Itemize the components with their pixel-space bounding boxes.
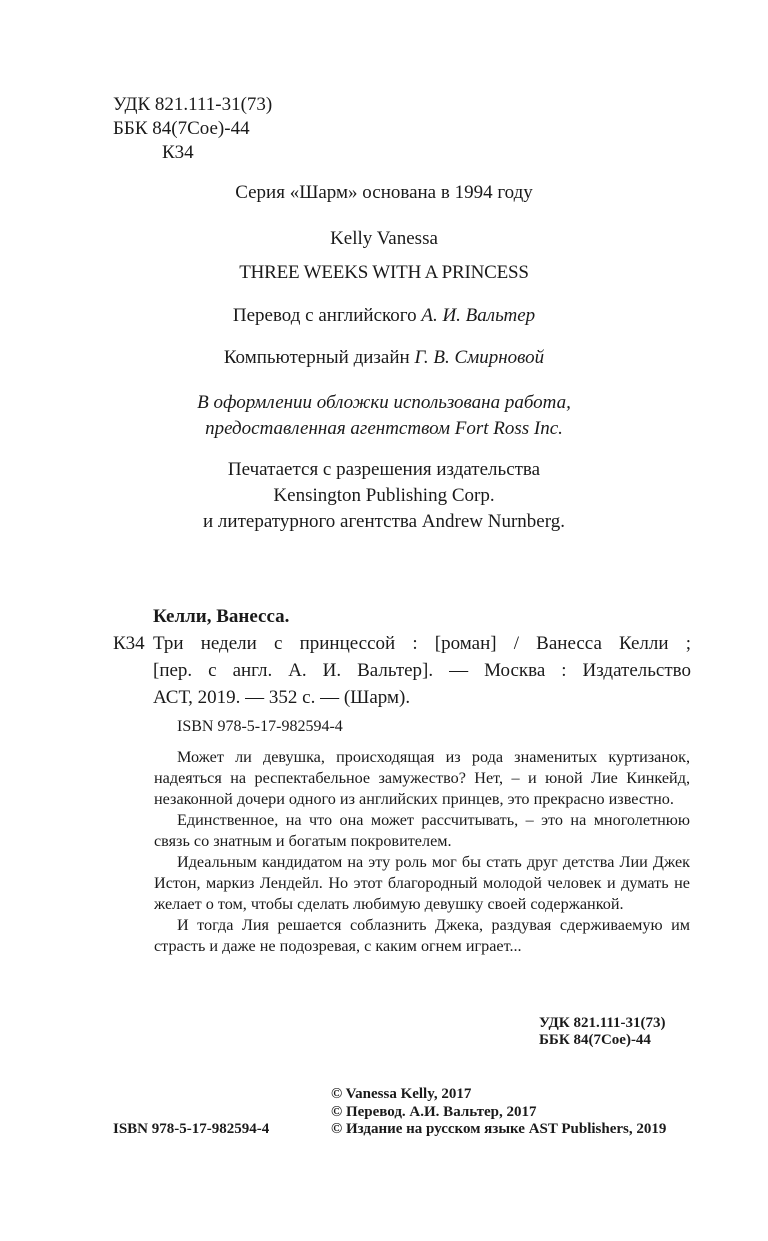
annotation-paragraph: Единственное, на что она может рассчитывать, – это на многолетнюю связь со знатным и богатым покровителем. <box>154 811 690 850</box>
design-credit <box>0 347 768 369</box>
annotation-paragraph: И тогда Лия решается соблазнить Джека, раздувая сдерживаемую им страсть и даже не подозревая, с каким огнем играет... <box>154 916 690 955</box>
cover-credit-line: В оформлении обложки использована работа, <box>197 392 571 413</box>
translation-credit <box>0 305 768 327</box>
permission-line: Kensington Publishing Corp. <box>273 485 495 506</box>
series-note: Серия «Шарм» основана в 1994 году <box>235 182 533 203</box>
cover-credit <box>0 390 768 442</box>
permission-line: и литературного агентства Andrew Nurnberg. <box>203 511 565 532</box>
record-line: Три недели с принцессой : [роман] / Ванесса Келли ; <box>153 633 691 654</box>
isbn-record: ISBN 978-5-17-982594-4 <box>177 718 343 735</box>
cover-credit-line: предоставленная агентством Fort Ross Inc. <box>205 418 563 439</box>
author-mark: К34 <box>162 142 194 163</box>
copyright-line: © Vanessa Kelly, 2017 <box>331 1086 472 1102</box>
original-title: THREE WEEKS WITH A PRINCESS <box>239 262 529 283</box>
copyright-line: © Издание на русском языке AST Publishers, 2019 <box>331 1121 667 1137</box>
annotation-paragraph: Идеальным кандидатом на эту роль мог бы стать друг детства Лии Джек Истон, маркиз Лендейл. Но этот благородный молодой человек и думать не желает о том, чтобы сделать любимую девушку своей содержанкой. <box>154 853 690 913</box>
copyright-block <box>331 1086 666 1139</box>
original-author: Kelly Vanessa <box>330 228 438 249</box>
translator-name: А. И. Вальтер <box>421 305 536 326</box>
permission-line: Печатается с разрешения издательства <box>227 459 541 480</box>
record-line: АСТ, 2019. — 352 с. — (Шарм). <box>153 687 411 708</box>
udk-code: УДК 821.111-31(73) <box>113 94 273 115</box>
annotation <box>154 747 690 957</box>
bbk-code: ББК 84(7Сое)-44 <box>539 1032 651 1048</box>
annotation-paragraph: Может ли девушка, происходящая из рода знаменитых куртизанок, надеяться на респектабельное замужество? Нет, – и юной Лие Кинкейд, незаконной дочери одного из английских принцев, это прекрасно известно. <box>154 748 690 808</box>
design-label: Компьютерный дизайн <box>223 347 415 368</box>
classification-codes-top <box>113 93 272 165</box>
bbk-code: ББК 84(7Сое)-44 <box>113 118 250 139</box>
bibliographic-record <box>113 603 691 711</box>
record-author-mark: К34 <box>113 633 145 654</box>
udk-code: УДК 821.111-31(73) <box>539 1015 666 1031</box>
classification-codes-bottom <box>539 1015 666 1049</box>
translation-label: Перевод с английского <box>232 305 422 326</box>
permission-note <box>0 457 768 535</box>
record-line: [пер. с англ. А. И. Вальтер]. — Москва : Издательство <box>153 660 691 681</box>
isbn-footer: ISBN 978-5-17-982594-4 <box>113 1121 270 1137</box>
designer-name: Г. В. Смирновой <box>414 347 545 368</box>
author-heading: Келли, Ванесса. <box>153 606 290 627</box>
record-first-line <box>113 630 691 657</box>
copyright-line: © Перевод. А.И. Вальтер, 2017 <box>331 1103 537 1120</box>
